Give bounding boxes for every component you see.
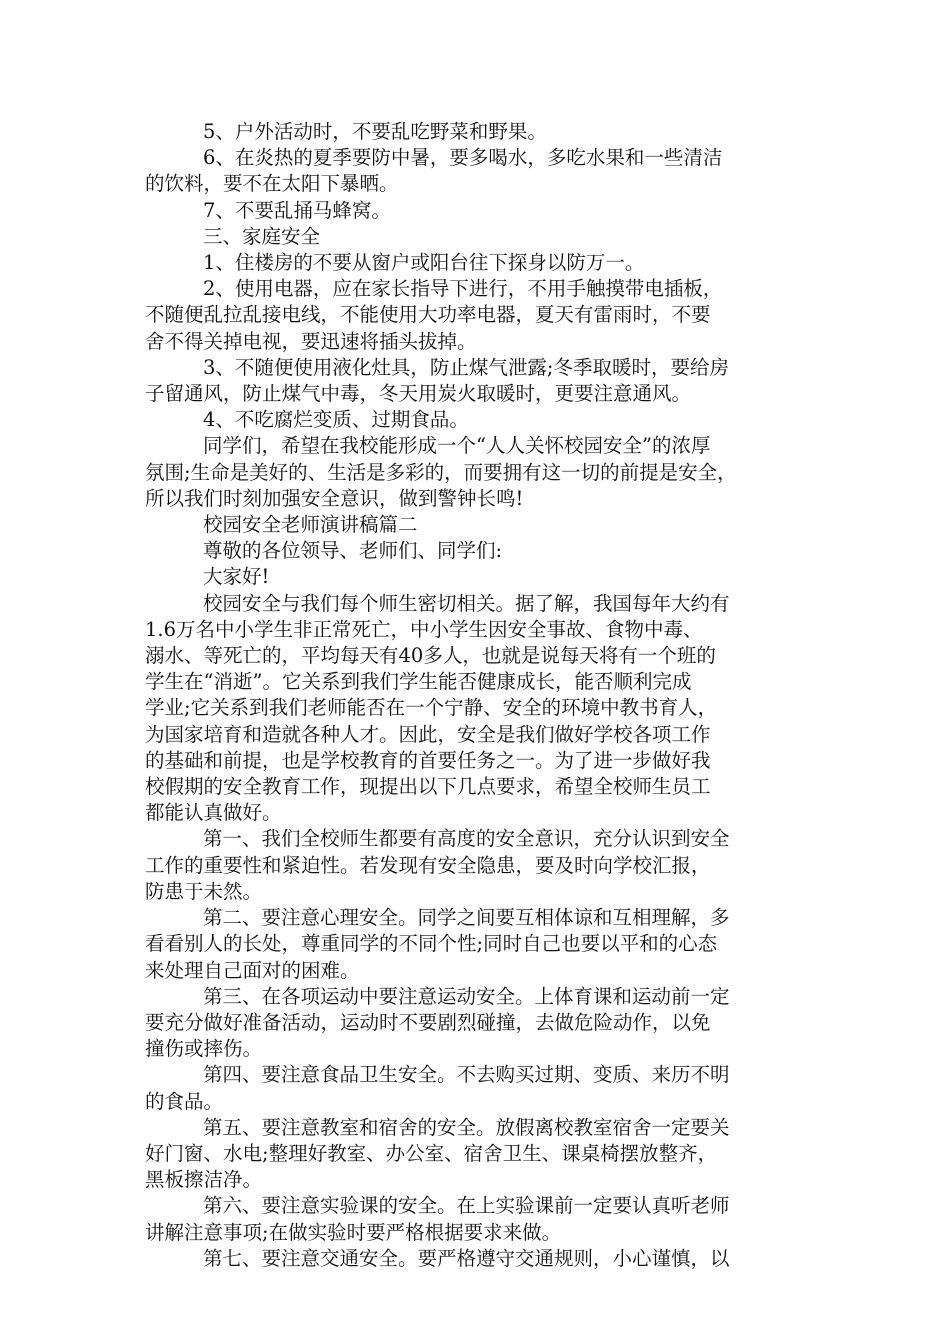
- text-line: 看看别人的长处，尊重同学的不同个性;同时自己也要以平和的心态: [145, 932, 718, 956]
- text-line: 来处理自己面对的困难。: [145, 958, 360, 982]
- text-line: 学业;它关系到我们老师能否在一个宁静、安全的环境中教书育人，: [145, 696, 718, 720]
- paragraph: [145, 538, 810, 564]
- text-line: 氛围;生命是美好的、生活是多彩的，而要拥有这一切的前提是安全，: [145, 460, 737, 484]
- text-line: 讲解注意事项;在做实验时要严格根据要求来做。: [145, 1220, 562, 1244]
- text-line: 的饮料，要不在太阳下暴晒。: [145, 172, 399, 196]
- text-line: 第一、我们全校师生都要有高度的安全意识，充分认识到安全: [203, 827, 730, 851]
- text-line: 工作的重要性和紧迫性。若发现有安全隐患，要及时向学校汇报，: [145, 853, 711, 877]
- paragraph: [145, 1193, 810, 1245]
- paragraph: [145, 905, 810, 984]
- text-line: 3、不随便使用液化灶具，防止煤气泄露;冬季取暖时，要给房: [203, 355, 729, 379]
- paragraph: [145, 1115, 810, 1194]
- text-line: 大家好!: [203, 565, 270, 589]
- paragraph: [145, 250, 810, 276]
- text-line: 防患于未然。: [145, 879, 263, 903]
- text-line: 1.6万名中小学生非正常死亡，中小学生因安全事故、食物中毒、: [145, 617, 703, 641]
- paragraph: [145, 591, 810, 827]
- paragraph: [145, 224, 810, 250]
- text-line: 6、在炎热的夏季要防中暑，要多喝水，多吃水果和一些清洁: [203, 146, 723, 170]
- text-line: 子留通风，防止煤气中毒，冬天用炭火取暖时，更要注意通风。: [145, 382, 692, 406]
- text-line: 撞伤或摔伤。: [145, 1037, 263, 1061]
- text-line: 学生在“消逝”。它关系到我们学生能否健康成长，能否顺利完成: [145, 670, 692, 694]
- paragraph: [145, 145, 810, 197]
- text-line: 黑板擦洁净。: [145, 1168, 263, 1192]
- text-line: 第二、要注意心理安全。同学之间要互相体谅和互相理解，多: [203, 906, 730, 930]
- text-line: 校园安全与我们每个师生密切相关。据了解，我国每年大约有: [203, 591, 730, 615]
- text-line: 第三、在各项运动中要注意运动安全。上体育课和运动前一定: [203, 984, 730, 1008]
- paragraph: [145, 119, 810, 145]
- text-line: 为国家培育和造就各种人才。因此，安全是我们做好学校各项工作: [145, 722, 711, 746]
- paragraph: [145, 512, 810, 538]
- text-line: 尊敬的各位领导、老师们、同学们:: [203, 539, 503, 563]
- text-line: 舍不得关掉电视，要迅速将插头拔掉。: [145, 329, 477, 353]
- text-line: 校假期的安全教育工作，现提出以下几点要求，希望全校师生员工: [145, 775, 711, 799]
- text-line: 7、不要乱捅马蜂窝。: [203, 198, 391, 222]
- text-line: 三、家庭安全: [203, 224, 321, 248]
- text-line: 所以我们时刻加强安全意识，做到警钟长鸣!: [145, 486, 524, 510]
- text-line: 同学们，希望在我校能形成一个“人人关怀校园安全”的浓厚: [203, 434, 711, 458]
- document-page: [145, 119, 810, 1272]
- paragraph: [145, 276, 810, 355]
- paragraph: [145, 1246, 810, 1272]
- text-line: 2、使用电器，应在家长指导下进行，不用手触摸带电插板，: [203, 277, 723, 301]
- text-line: 1、住楼房的不要从窗户或阳台往下探身以防万一。: [203, 251, 645, 275]
- text-line: 第七、要注意交通安全。要严格遵守交通规则，小心谨慎，以: [203, 1246, 730, 1270]
- text-line: 5、户外活动时，不要乱吃野菜和野果。: [203, 120, 547, 143]
- text-line: 的基础和前提，也是学校教育的首要任务之一。为了进一步做好我: [145, 748, 711, 772]
- paragraph: [145, 355, 810, 407]
- paragraph: [145, 564, 810, 590]
- text-line: 好门窗、水电;整理好教室、办公室、宿舍卫生、课桌椅摆放整齐，: [145, 1141, 718, 1165]
- text-line: 4、不吃腐烂变质、过期食品。: [203, 408, 469, 432]
- paragraph: [145, 826, 810, 905]
- paragraph: [145, 1062, 810, 1114]
- text-line: 第四、要注意食品卫生安全。不去购买过期、变质、来历不明: [203, 1063, 730, 1087]
- paragraph: [145, 433, 810, 512]
- text-line: 校园安全老师演讲稿篇二: [203, 513, 418, 537]
- text-line: 第五、要注意教室和宿舍的安全。放假离校教室宿舍一定要关: [203, 1115, 730, 1139]
- text-line: 要充分做好准备活动，运动时不要剧烈碰撞，去做危险动作，以免: [145, 1010, 711, 1034]
- text-line: 都能认真做好。: [145, 801, 282, 825]
- paragraph: [145, 984, 810, 1063]
- text-line: 不随便乱拉乱接电线，不能使用大功率电器，夏天有雷雨时，不要: [145, 303, 711, 327]
- paragraph: [145, 198, 810, 224]
- text-line: 第六、要注意实验课的安全。在上实验课前一定要认真听老师: [203, 1194, 730, 1218]
- paragraph: [145, 407, 810, 433]
- text-line: 的食品。: [145, 1089, 224, 1113]
- text-line: 溺水、等死亡的，平均每天有40多人，也就是说每天将有一个班的: [145, 644, 716, 668]
